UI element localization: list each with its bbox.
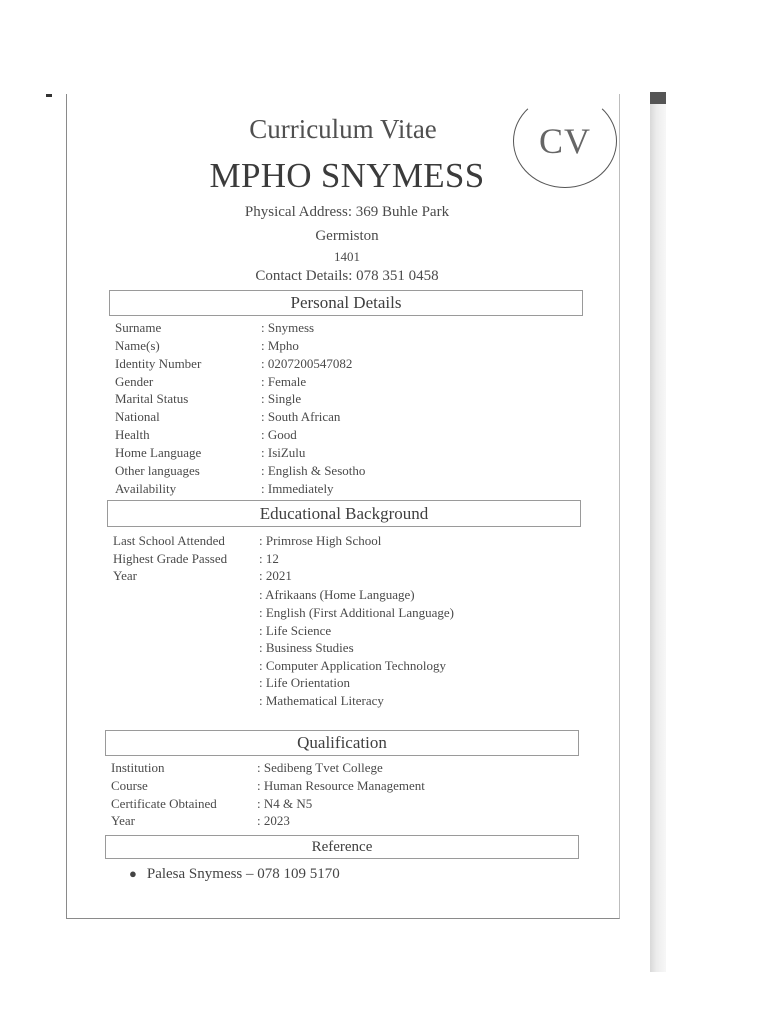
- field-value: : Single: [261, 391, 302, 406]
- field-value: : English & Sesotho: [261, 463, 366, 478]
- field-value: : 2021: [259, 568, 292, 583]
- cv-page: [66, 94, 620, 919]
- field-value: : 12: [259, 551, 279, 566]
- field-label: Other languages: [115, 463, 200, 478]
- section-heading-personal: Personal Details: [109, 290, 583, 316]
- reference-text: Palesa Snymess – 078 109 5170: [146, 866, 340, 882]
- field-label: Highest Grade Passed: [113, 551, 228, 566]
- address-line: Germiston: [315, 228, 379, 244]
- cv-badge-text: CV: [538, 121, 591, 161]
- field-value: : Good: [261, 427, 297, 442]
- field-label: Identity Number: [115, 356, 202, 371]
- bullet-icon: ●: [129, 866, 137, 881]
- field-label: Marital Status: [115, 391, 189, 406]
- field-value: : South African: [261, 409, 341, 424]
- section-heading-reference: Reference: [105, 835, 579, 859]
- field-label: National: [115, 409, 160, 424]
- field-value: : IsiZulu: [261, 445, 306, 460]
- subject-item: : Mathematical Literacy: [259, 693, 384, 708]
- field-label: Certificate Obtained: [111, 796, 217, 811]
- section-heading-qualification: Qualification: [105, 730, 579, 756]
- field-label: Surname: [115, 320, 162, 335]
- field-value: : Female: [261, 374, 307, 389]
- field-label: Gender: [115, 374, 154, 389]
- field-value: : Immediately: [261, 481, 334, 496]
- subject-item: : Life Orientation: [259, 675, 350, 690]
- field-label: Availability: [115, 481, 177, 496]
- field-value: : Human Resource Management: [257, 778, 425, 793]
- field-label: Name(s): [115, 338, 160, 353]
- subject-item: : Computer Application Technology: [259, 658, 446, 673]
- field-value: : Mpho: [261, 338, 299, 353]
- field-label: Institution: [111, 760, 165, 775]
- field-label: Year: [113, 568, 137, 583]
- field-value: : Snymess: [261, 320, 315, 335]
- subject-item: : Business Studies: [259, 640, 354, 655]
- scan-edge-shadow: [650, 92, 666, 972]
- subject-item: : Afrikaans (Home Language): [259, 587, 415, 602]
- field-value: : 2023: [257, 813, 290, 828]
- field-value: : Primrose High School: [259, 533, 382, 548]
- subject-item: : Life Science: [259, 623, 332, 638]
- section-heading-education: Educational Background: [107, 500, 581, 527]
- contact-line: Contact Details: 078 351 0458: [255, 268, 439, 284]
- document-title: Curriculum Vitae: [249, 114, 437, 144]
- scan-corner-mark: [46, 94, 52, 97]
- field-value: : N4 & N5: [257, 796, 313, 811]
- scan-edge-mark: [650, 92, 666, 104]
- field-value: : Sedibeng Tvet College: [257, 760, 383, 775]
- field-label: Year: [111, 813, 135, 828]
- field-label: Last School Attended: [113, 533, 225, 548]
- field-label: Home Language: [115, 445, 202, 460]
- subject-item: : English (First Additional Language): [259, 605, 454, 620]
- field-label: Health: [115, 427, 150, 442]
- reference-item: [129, 866, 340, 883]
- address-line: Physical Address: 369 Buhle Park: [244, 204, 450, 220]
- candidate-name: MPHO SNYMESS: [209, 156, 485, 195]
- field-value: : 0207200547082: [261, 356, 353, 371]
- field-label: Course: [111, 778, 148, 793]
- address-line: 1401: [334, 249, 360, 264]
